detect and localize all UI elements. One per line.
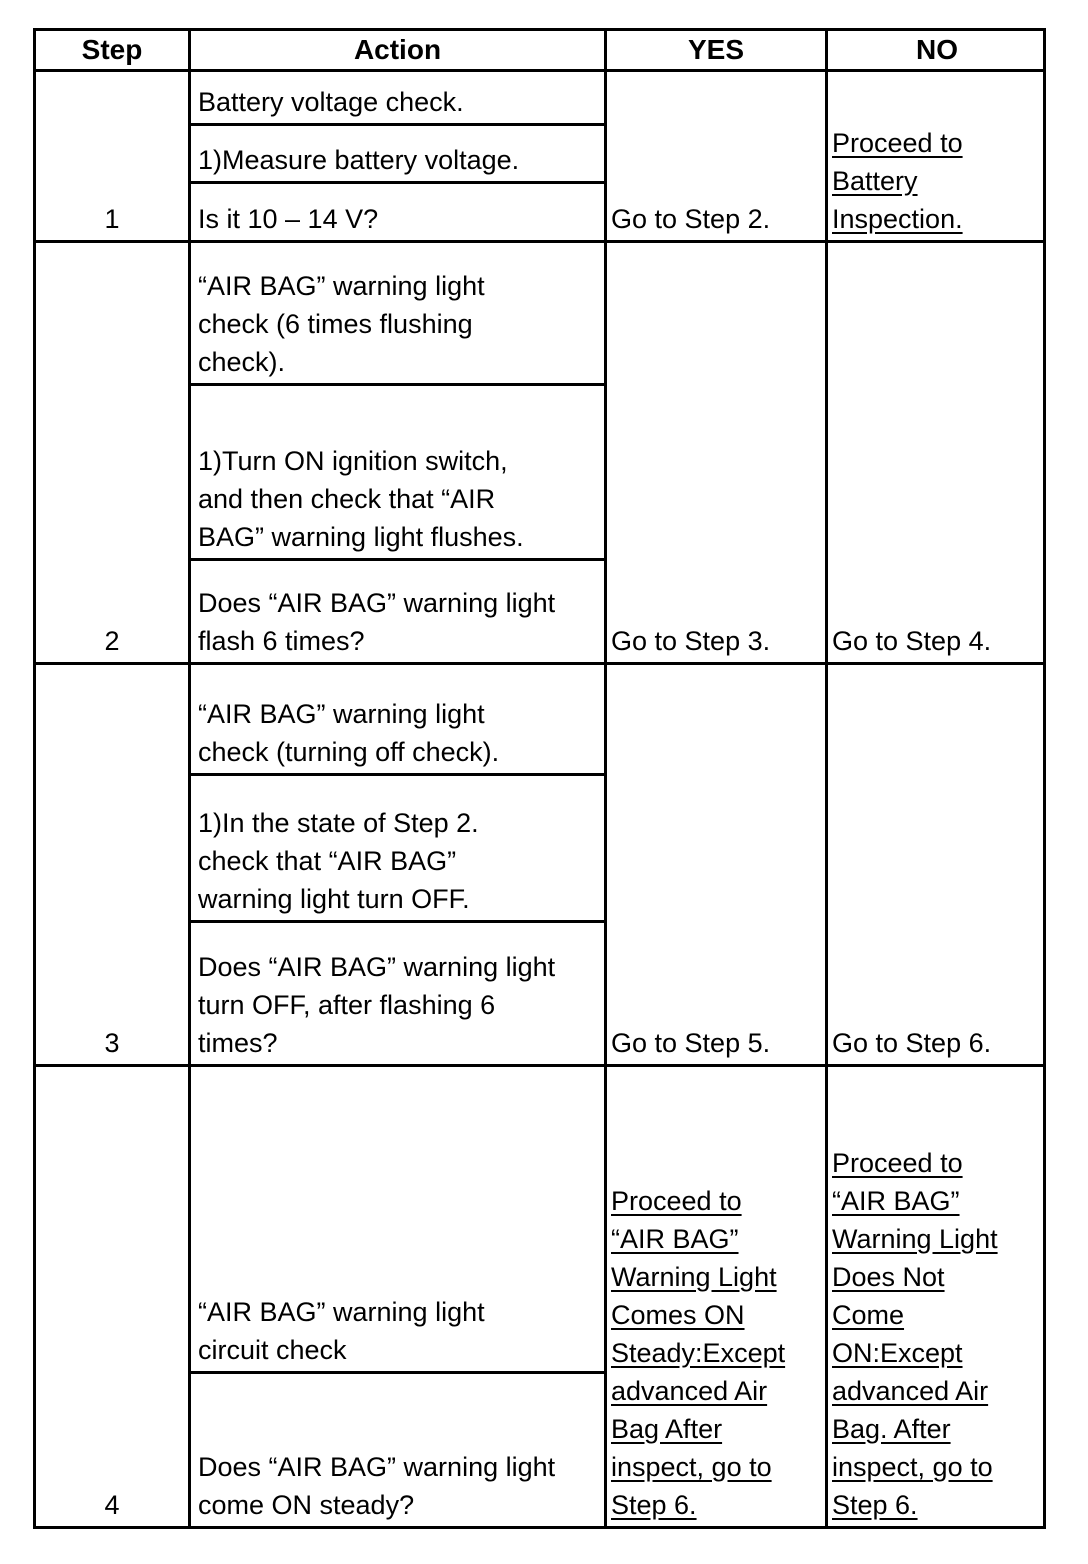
yes-result: Go to Step 5. [611,1028,771,1058]
header-step: Step [81,34,143,65]
action-text: Is it 10 – 14 V? [198,204,379,234]
troubleshooting-table [33,28,1046,1529]
no-result: Go to Step 4. [832,626,992,656]
no-result-link-text[interactable]: Proceed to “AIR BAG” Warning Light Does Not Come ON:Except advanced Air Bag. After inspect, go to Step 6. [832,1148,998,1520]
action-text: Battery voltage check. [198,87,464,117]
action-text: 1)Measure battery voltage. [198,145,520,175]
action-text: Does “AIR BAG” warning light come ON steady? [198,1452,556,1520]
yes-result-link-text[interactable]: Proceed to “AIR BAG” Warning Light Comes ON Steady:Except advanced Air Bag After inspect, go to Step 6. [611,1186,786,1520]
header-no: NO [916,34,958,65]
header-yes: YES [687,34,745,65]
action-text: 1)In the state of Step 2. check that “AIR BAG” warning light turn OFF. [198,808,479,914]
action-text: Does “AIR BAG” warning light flash 6 times? [198,588,556,656]
step-number: 3 [104,1028,120,1058]
action-text: “AIR BAG” warning light check (6 times flushing check). [198,271,485,377]
no-result-link-text[interactable]: Proceed to Battery Inspection. [832,128,963,234]
no-result-link[interactable] [828,1067,1046,1526]
yes-result: Go to Step 3. [611,626,771,656]
action-text: “AIR BAG” warning light check (turning off check). [198,699,500,767]
step-number: 4 [104,1490,120,1520]
column-divider [188,31,191,1526]
no-result: Go to Step 6. [832,1028,992,1058]
yes-result-link[interactable] [607,1067,825,1526]
step-number: 2 [104,626,120,656]
yes-result: Go to Step 2. [611,204,771,234]
no-result-link[interactable] [828,72,1046,240]
action-text: 1)Turn ON ignition switch, and then check that “AIR BAG” warning light flushes. [198,446,524,552]
header-action: Action [353,34,442,65]
step-number: 1 [104,204,120,234]
action-text: “AIR BAG” warning light circuit check [198,1297,485,1365]
action-text: Does “AIR BAG” warning light turn OFF, after flashing 6 times? [198,952,556,1058]
